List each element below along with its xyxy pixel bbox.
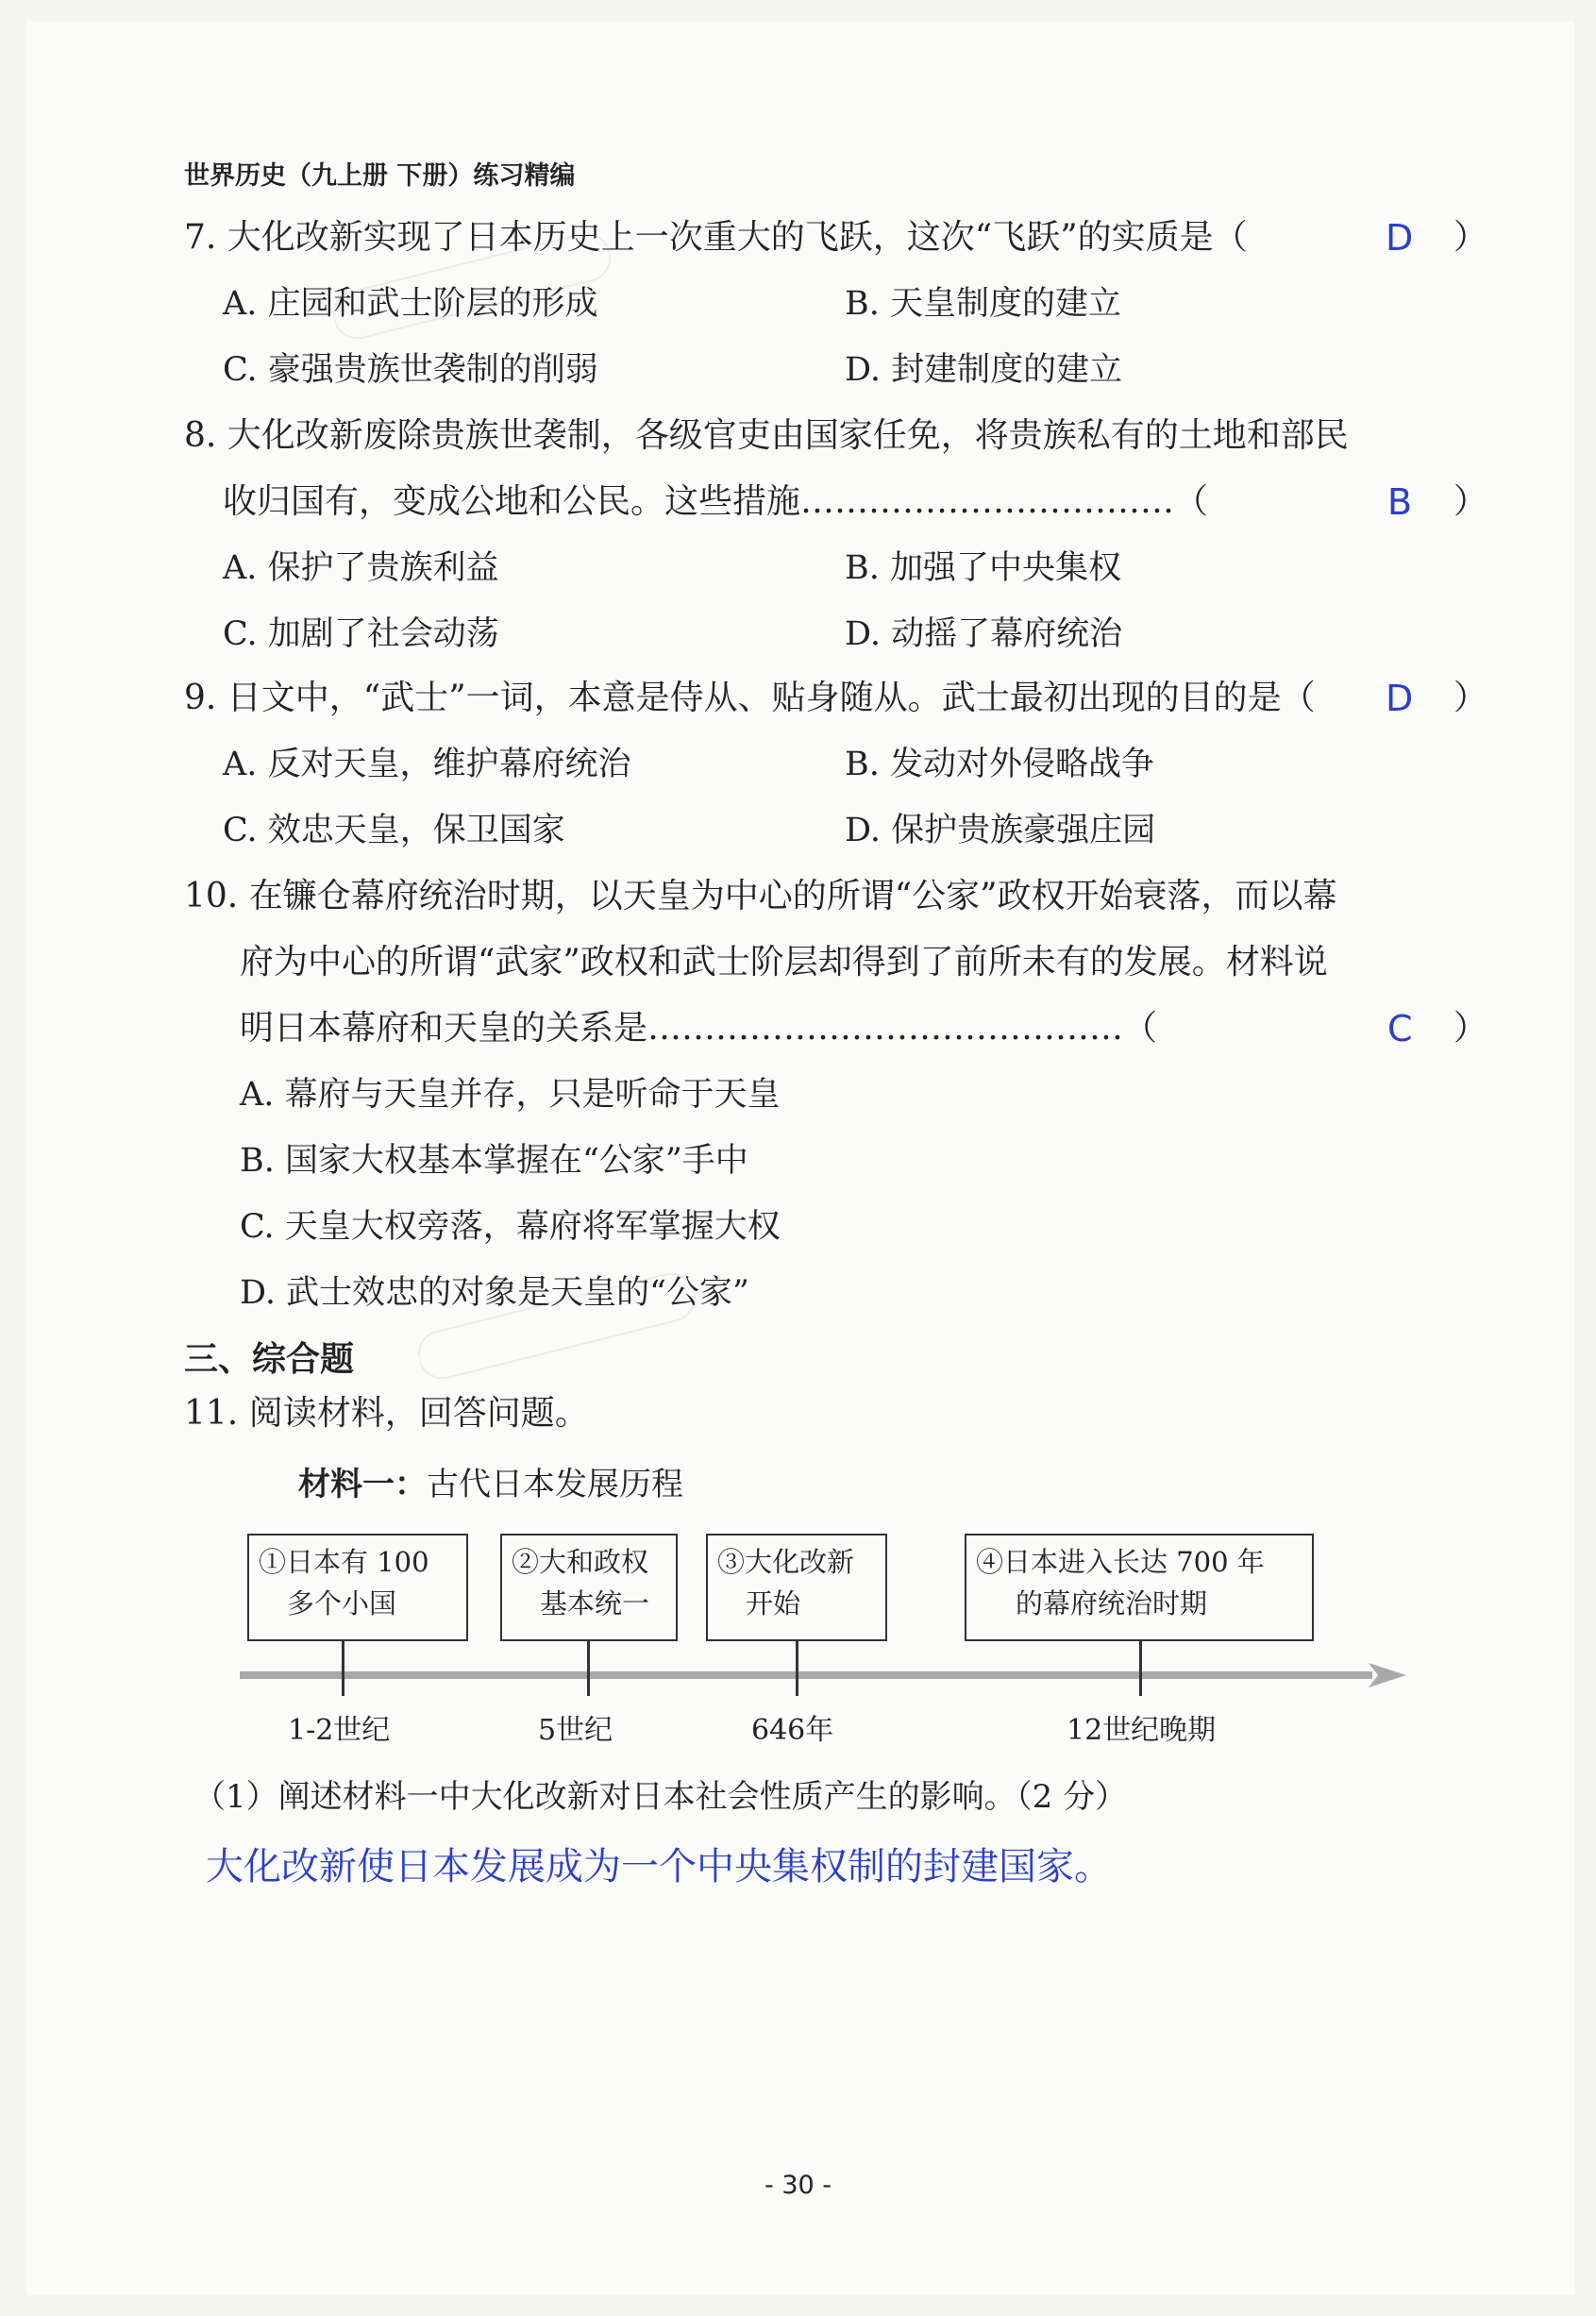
q9-close-paren: ）: [1453, 679, 1488, 717]
timeline-box-3-line2: 开始: [746, 1587, 801, 1620]
q10-option-b: B. 国家大权基本掌握在“公家”手中: [240, 1142, 748, 1180]
timeline-tick-4: [1139, 1641, 1142, 1696]
q9-option-c: C. 效忠天皇，保卫国家: [223, 812, 565, 849]
page-number: - 30 -: [764, 2171, 832, 2200]
timeline-label-3: 646年: [751, 1714, 834, 1747]
timeline-label-2: 5世纪: [538, 1714, 613, 1747]
q9-answer: D: [1386, 678, 1414, 719]
q10-stem-line3: 明日本幕府和天皇的关系是……………………………………（: [240, 1009, 1158, 1048]
q11-stem: 11. 阅读材料，回答问题。: [184, 1394, 589, 1433]
q9-stem: 9. 日文中，“武士”一词，本意是侍从、贴身随从。武士最初出现的目的是（: [184, 679, 1316, 717]
timeline-box-1-line2: 多个小国: [287, 1587, 397, 1620]
timeline-arrow: [236, 1661, 1416, 1689]
timeline-tick-3: [796, 1641, 798, 1696]
q10-stem-line1: 10. 在镰仓幕府统治时期，以天皇为中心的所谓“公家”政权开始衰落，而以幕: [184, 877, 1337, 915]
timeline-box-4-line1: ④日本进入长达 700 年: [976, 1546, 1265, 1578]
q8-stem-line2: 收归国有，变成公地和公民。这些措施……………………………（: [223, 482, 1209, 521]
q10-option-c: C. 天皇大权旁落，幕府将军掌握大权: [240, 1208, 781, 1246]
section-title: 三、综合题: [184, 1340, 355, 1379]
material-heading: [298, 1458, 683, 1504]
q8-close-paren: ）: [1453, 482, 1488, 521]
timeline-box-2-line2: 基本统一: [540, 1587, 650, 1620]
timeline-box-4-line2: 的幕府统治时期: [1016, 1587, 1208, 1620]
timeline-box-2: [500, 1534, 678, 1641]
timeline-box-3: [706, 1534, 887, 1641]
q7-answer: D: [1386, 217, 1414, 259]
material-label: 材料一：: [298, 1466, 427, 1503]
material-title: 古代日本发展历程: [427, 1466, 683, 1503]
q10-option-a: A. 幕府与天皇并存，只是听命于天皇: [240, 1076, 781, 1114]
q11-subquestion-1: （1）阐述材料一中大化改新对日本社会性质产生的影响。（2 分）: [193, 1778, 1128, 1816]
timeline-box-3-line1: ③大化改新: [717, 1546, 855, 1578]
timeline-tick-2: [587, 1641, 590, 1696]
q9-option-a: A. 反对天皇，维护幕府统治: [223, 746, 631, 783]
q8-option-b: B. 加强了中央集权: [845, 549, 1121, 587]
timeline-label-1: 1-2世纪: [288, 1714, 391, 1747]
q7-option-a: A. 庄园和武士阶层的形成: [223, 285, 598, 323]
q7-option-b: B. 天皇制度的建立: [845, 285, 1121, 323]
q11-answer-1: 大化改新使日本发展成为一个中央集权制的封建国家。: [206, 1845, 1112, 1888]
q10-option-d: D. 武士效忠的对象是天皇的“公家”: [240, 1274, 749, 1312]
q7-option-d: D. 封建制度的建立: [845, 351, 1123, 389]
q8-option-a: A. 保护了贵族利益: [223, 549, 499, 587]
timeline-tick-1: [342, 1641, 344, 1696]
q8-stem-line1: 8. 大化改新废除贵族世袭制，各级官吏由国家任免，将贵族私有的土地和部民: [184, 416, 1349, 455]
q10-stem-line2: 府为中心的所谓“武家”政权和武士阶层却得到了前所未有的发展。材料说: [240, 943, 1328, 982]
q7-close-paren: ）: [1453, 218, 1488, 257]
q10-answer: C: [1387, 1008, 1413, 1049]
q9-option-d: D. 保护贵族豪强庄园: [845, 812, 1156, 849]
q8-answer: B: [1387, 481, 1413, 523]
timeline-box-4: [965, 1534, 1314, 1641]
q7-stem: 7. 大化改新实现了日本历史上一次重大的飞跃，这次“飞跃”的实质是（: [184, 218, 1248, 257]
q9-option-b: B. 发动对外侵略战争: [845, 746, 1154, 783]
timeline-box-2-line1: ②大和政权: [512, 1546, 649, 1578]
q8-option-c: C. 加剧了社会动荡: [223, 615, 499, 653]
q7-option-c: C. 豪强贵族世袭制的削弱: [223, 351, 598, 389]
timeline-label-4: 12世纪晚期: [1067, 1714, 1217, 1747]
q10-close-paren: ）: [1453, 1009, 1488, 1048]
page-header: 世界历史（九上册 下册）练习精编: [184, 161, 576, 191]
timeline-box-1-line1: ①日本有 100: [259, 1546, 429, 1578]
timeline-box-1: [247, 1534, 468, 1641]
q8-option-d: D. 动摇了幕府统治: [845, 615, 1123, 653]
